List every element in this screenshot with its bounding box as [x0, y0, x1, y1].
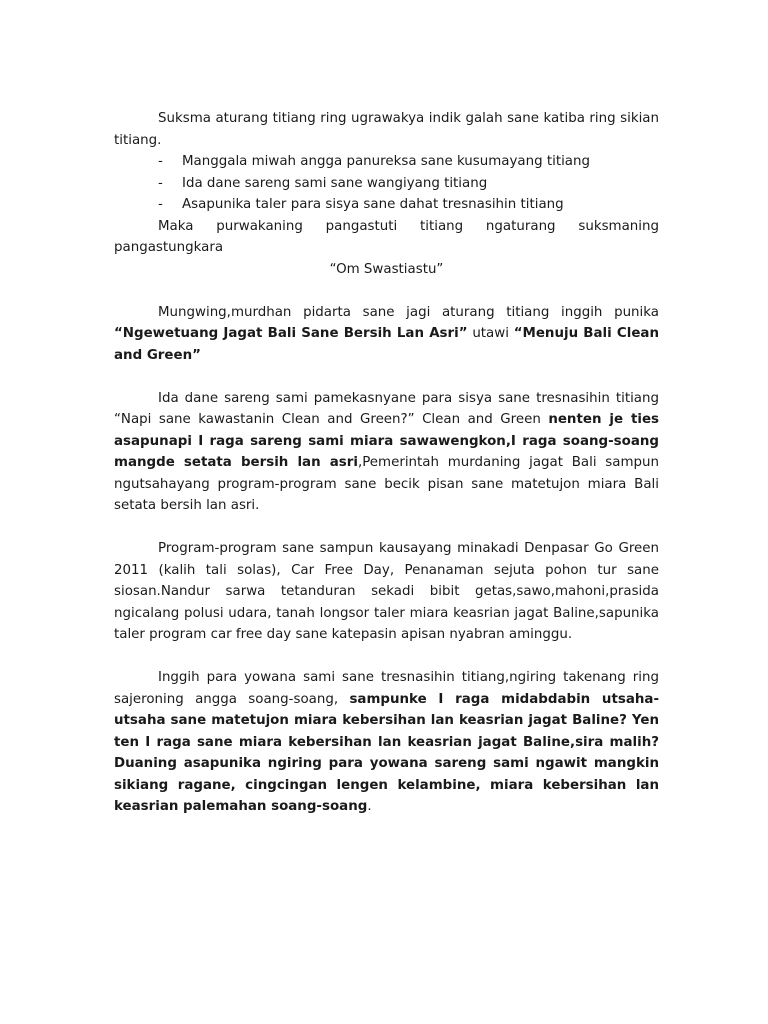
- emphasis-text: nenten je ties asapunapi I raga sareng sami miara sawawengkon,I raga soang-soang mangde setata bersih lan asri: [114, 412, 659, 470]
- greeting: “Om Swastiastu”: [329, 261, 444, 277]
- list-item: [158, 194, 659, 216]
- paragraph-clean-green: [114, 388, 659, 517]
- paragraph-text: utawi: [467, 326, 514, 341]
- list-item: [158, 151, 659, 173]
- paragraph-text: .: [367, 799, 372, 814]
- paragraph-topic: [114, 302, 659, 367]
- emphasis-text: sampunke I raga midabdabin utsaha-utsaha sane matetujon miara kebersihan lan keasrian jagat Baline? Yen ten I raga sane miara kebersihan lan keasrian jagat Baline,sira malih? Duaning asapunika ngiring para yowana sareng sami ngawit mangkin sikiang ragane, cingcingan lengen kelambine, miara kebersihan lan keasrian palemahan soang-soang: [114, 691, 659, 814]
- list-item-text: Asapunika taler para sisya sane dahat tresnasihin titiang: [182, 197, 564, 212]
- intro-opening: Suksma aturang titiang ring ugrawakya indik galah sane katiba ring sikian titiang.: [114, 111, 659, 148]
- bullet-dash: -: [158, 154, 163, 169]
- paragraph-text: Ida dane sareng sami pamekasnyane para sisya sane tresnasihin titiang “Napi sane kawastanin Clean and Green?” Clean and Green: [114, 390, 659, 427]
- paragraph-text: Inggih para yowana sami sane tresnasihin titiang,ngiring takenang ring sajeroning angga soang-soang,: [114, 670, 659, 707]
- list-item: [158, 173, 659, 195]
- speech-title-alt: “Menuju Bali Clean and Green”: [114, 326, 659, 363]
- list-item-text: Manggala miwah angga panureksa sane kusumayang titiang: [182, 154, 590, 169]
- list-item-text: Ida dane sareng sami sane wangiyang titiang: [182, 175, 488, 191]
- paragraph-text: ,Pemerintah murdaning jagat Bali sampun ngutsahayang program-program sane becik pisan sane matetujon miara Bali setata bersih lan asri.: [114, 455, 659, 513]
- paragraph-text: Mungwing,murdhan pidarta sane jagi aturang titiang inggih punika: [158, 304, 659, 320]
- audience-list: [114, 151, 659, 216]
- document-page: [114, 108, 659, 818]
- intro-closing: Maka purwakaning pangastuti titiang ngaturang suksmaning pangastungkara: [114, 218, 659, 255]
- bullet-dash: -: [158, 175, 163, 191]
- bullet-dash: -: [158, 197, 163, 212]
- paragraph-call-to-action: [114, 667, 659, 818]
- speech-title: “Ngewetuang Jagat Bali Sane Bersih Lan Asri”: [114, 326, 468, 341]
- paragraph-programs: Program-program sane sampun kausayang minakadi Denpasar Go Green 2011 (kalih tali solas), Car Free Day, Penanaman sejuta pohon tur sane siosan.Nandur sarwa tetanduran sekadi bibit getas,sawo,mahoni,prasida ngicalang polusi udara, tanah longsor taler miara keasrian jagat Baline,sapunika taler program car free day sane katepasin apisan nyabran aminggu.: [114, 541, 659, 642]
